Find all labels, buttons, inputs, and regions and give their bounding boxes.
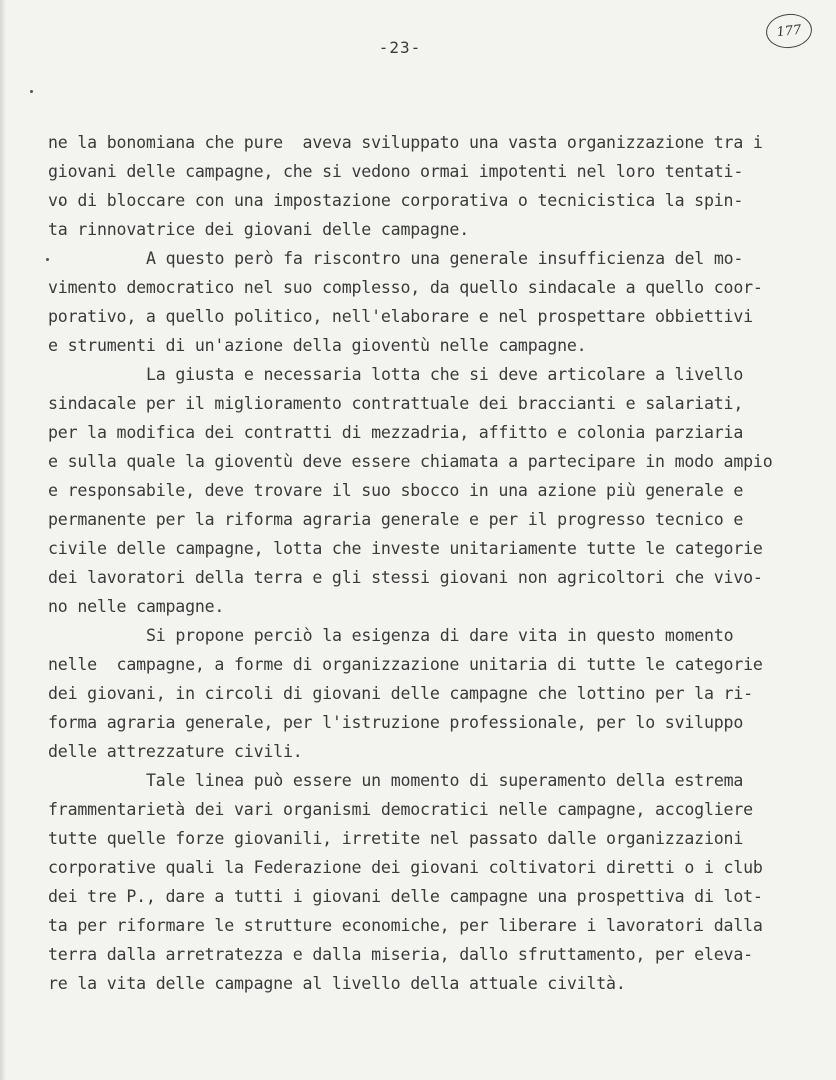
text-line: no nelle campagne. <box>48 597 225 616</box>
document-body <box>48 128 808 998</box>
text-line: A questo però fa riscontro una generale insufficienza del mo- <box>146 249 744 268</box>
archive-number: 177 <box>775 22 803 40</box>
text-line: tutte quelle forze giovanili, irretite nel passato dalle organizzazioni <box>48 829 744 848</box>
text-line: dei lavoratori della terra e gli stessi giovani non agricoltori che vivo- <box>48 568 763 587</box>
text-line: terra dalla arretratezza e dalla miseria, dallo sfruttamento, per eleva- <box>48 945 753 964</box>
text-line: corporative quali la Federazione dei giovani coltivatori diretti o i club <box>48 858 763 877</box>
text-line: ta per riformare le strutture economiche, per liberare i lavoratori dalla <box>48 916 763 935</box>
text-line: giovani delle campagne, che si vedono ormai impotenti nel loro tentati- <box>48 162 744 181</box>
text-line: forma agraria generale, per l'istruzione professionale, per lo sviluppo <box>48 713 744 732</box>
text-line: e responsabile, deve trovare il suo sbocco in una azione più generale e <box>48 481 744 500</box>
text-line: porativo, a quello politico, nell'elaborare e nel prospettare obbiettivi <box>48 307 753 326</box>
text-line: dei giovani, in circoli di giovani delle campagne che lottino per la ri- <box>48 684 753 703</box>
text-line: La giusta e necessaria lotta che si deve articolare a livello <box>146 365 744 384</box>
text-line: vimento democratico nel suo complesso, da quello sindacale a quello coor- <box>48 278 763 297</box>
text-line: permanente per la riforma agraria generale e per il progresso tecnico e <box>48 510 744 529</box>
paper-speck <box>30 90 33 93</box>
text-line: vo di bloccare con una impostazione corporativa o tecnicistica la spin- <box>48 191 744 210</box>
text-line: nelle campagne, a forme di organizzazione unitaria di tutte le categorie <box>48 655 763 674</box>
text-line: dei tre P., dare a tutti i giovani delle campagne una prospettiva di lot- <box>48 887 763 906</box>
text-line: sindacale per il miglioramento contrattuale dei braccianti e salariati, <box>48 394 744 413</box>
text-line: re la vita delle campagne al livello della attuale civiltà. <box>48 974 626 993</box>
page-edge <box>0 0 6 1080</box>
text-line: civile delle campagne, lotta che investe unitariamente tutte le categorie <box>48 539 763 558</box>
archive-number-stamp <box>764 12 813 51</box>
text-line: e strumenti di un'azione della gioventù nelle campagne. <box>48 336 587 355</box>
text-line: ta rinnovatrice dei giovani delle campagne. <box>48 220 469 239</box>
text-line: Tale linea può essere un momento di superamento della estrema <box>146 771 744 790</box>
page-number: -23- <box>378 38 422 57</box>
text-line: Si propone perciò la esigenza di dare vita in questo momento <box>146 626 734 645</box>
text-line: delle attrezzature civili. <box>48 742 303 761</box>
text-line: e sulla quale la gioventù deve essere chiamata a partecipare in modo ampio <box>48 452 773 471</box>
text-line: ne la bonomiana che pure aveva sviluppato una vasta organizzazione tra i <box>48 133 763 152</box>
text-line: per la modifica dei contratti di mezzadria, affitto e colonia parziaria <box>48 423 744 442</box>
text-line: frammentarietà dei vari organismi democratici nelle campagne, accogliere <box>48 800 753 819</box>
